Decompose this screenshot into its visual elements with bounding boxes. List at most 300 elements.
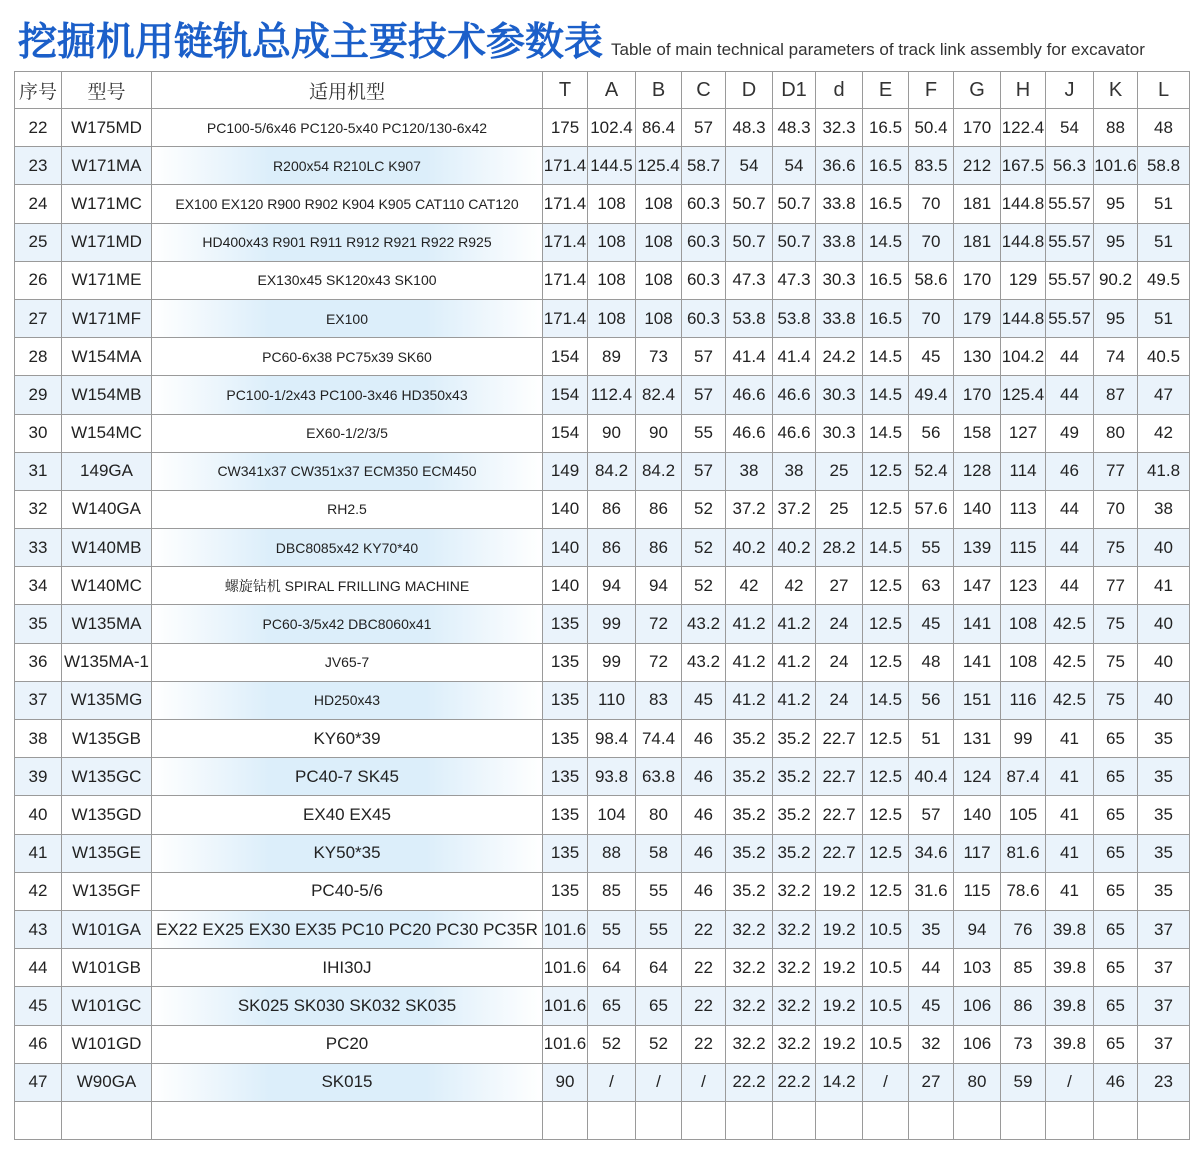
model-cell: W101GA (62, 910, 152, 948)
parameter-cell: 39.8 (1046, 910, 1094, 948)
parameter-cell: 55 (636, 910, 682, 948)
applicable-machine-cell: PC20 (152, 1025, 543, 1063)
parameter-cell: 48 (1138, 109, 1190, 147)
parameter-cell: 12.5 (863, 872, 909, 910)
parameter-cell: 74.4 (636, 720, 682, 758)
parameter-cell: 32.2 (773, 872, 816, 910)
row-number-cell: 28 (15, 338, 62, 376)
parameter-cell: 35.2 (726, 796, 773, 834)
parameter-cell: 101.6 (1094, 147, 1138, 185)
parameter-cell: 47.3 (726, 261, 773, 299)
parameter-cell: 35 (1138, 796, 1190, 834)
parameter-cell: 58.7 (682, 147, 726, 185)
parameter-cell: 32.3 (816, 109, 863, 147)
parameter-cell: 83 (636, 681, 682, 719)
model-cell: W101GD (62, 1025, 152, 1063)
parameter-cell: 65 (1094, 720, 1138, 758)
parameter-cell: 86 (588, 490, 636, 528)
row-number-cell: 22 (15, 109, 62, 147)
parameter-cell: 44 (909, 949, 954, 987)
parameter-cell: 57.6 (909, 490, 954, 528)
parameter-cell: 22.2 (726, 1063, 773, 1101)
parameter-cell: 40 (1138, 643, 1190, 681)
parameter-cell: 117 (954, 834, 1001, 872)
parameter-cell: 135 (543, 796, 588, 834)
parameter-cell: 35.2 (773, 834, 816, 872)
parameter-cell: 56.3 (1046, 147, 1094, 185)
parameter-cell: 128 (954, 452, 1001, 490)
parameter-cell: 70 (909, 299, 954, 337)
parameter-cell: 90 (636, 414, 682, 452)
parameter-cell: 22.7 (816, 758, 863, 796)
parameter-cell: 50.7 (726, 223, 773, 261)
parameter-cell: 38 (726, 452, 773, 490)
table-row (15, 872, 1190, 910)
parameter-cell: 135 (543, 720, 588, 758)
applicable-machine-cell: SK015 (152, 1063, 543, 1101)
parameter-cell: 24.2 (816, 338, 863, 376)
applicable-machine-cell: RH2.5 (152, 490, 543, 528)
parameter-cell: 64 (588, 949, 636, 987)
applicable-machine-cell: EX100 EX120 R900 R902 K904 K905 CAT110 CAT120 (152, 185, 543, 223)
parameter-cell: 45 (909, 605, 954, 643)
parameter-cell: 32 (909, 1025, 954, 1063)
parameter-cell: 58.8 (1138, 147, 1190, 185)
parameter-cell: 60.3 (682, 261, 726, 299)
parameter-cell: 60.3 (682, 223, 726, 261)
parameter-cell: 108 (588, 299, 636, 337)
parameter-cell: 14.5 (863, 414, 909, 452)
parameter-cell: 135 (543, 643, 588, 681)
parameter-cell: 35.2 (773, 720, 816, 758)
applicable-machine-cell: PC100-5/6x46 PC120-5x40 PC120/130-6x42 (152, 109, 543, 147)
parameter-cell: 171.4 (543, 261, 588, 299)
parameter-cell: 46.6 (773, 376, 816, 414)
table-row (15, 338, 1190, 376)
parameter-cell: 37 (1138, 910, 1190, 948)
row-number-cell: 44 (15, 949, 62, 987)
parameter-cell: 104.2 (1001, 338, 1046, 376)
model-cell: W171MF (62, 299, 152, 337)
parameter-cell: 108 (636, 223, 682, 261)
parameter-cell: 123 (1001, 567, 1046, 605)
table-row (15, 452, 1190, 490)
row-number-cell: 46 (15, 1025, 62, 1063)
parameter-cell: 41 (1046, 720, 1094, 758)
parameter-cell: 154 (543, 338, 588, 376)
parameter-cell: 51 (1138, 299, 1190, 337)
parameter-cell: 31.6 (909, 872, 954, 910)
table-row (15, 1101, 1190, 1139)
parameter-cell: 99 (588, 605, 636, 643)
parameter-cell: 32.2 (726, 949, 773, 987)
parameter-cell (682, 1101, 726, 1139)
parameter-cell: 63.8 (636, 758, 682, 796)
parameter-cell: 77 (1094, 452, 1138, 490)
parameter-cell: 40.5 (1138, 338, 1190, 376)
parameter-cell: 33.8 (816, 185, 863, 223)
parameter-cell: 49.5 (1138, 261, 1190, 299)
parameter-cell: 108 (1001, 643, 1046, 681)
parameter-cell (816, 1101, 863, 1139)
parameter-cell: 38 (1138, 490, 1190, 528)
parameter-cell (588, 1101, 636, 1139)
parameter-cell: 22 (682, 949, 726, 987)
row-number-cell: 35 (15, 605, 62, 643)
parameter-cell: 46 (1094, 1063, 1138, 1101)
parameter-cell: 94 (636, 567, 682, 605)
parameter-cell: 87 (1094, 376, 1138, 414)
parameter-cell: 57 (682, 338, 726, 376)
parameter-cell: 19.2 (816, 987, 863, 1025)
table-row (15, 796, 1190, 834)
header-cell: B (636, 72, 682, 109)
parameter-cell: 37 (1138, 987, 1190, 1025)
parameter-cell: / (588, 1063, 636, 1101)
parameter-cell: 24 (816, 605, 863, 643)
parameter-cell: 70 (909, 223, 954, 261)
parameter-cell: 140 (543, 529, 588, 567)
parameter-cell: 46.6 (726, 414, 773, 452)
parameter-cell: 108 (636, 299, 682, 337)
table-row (15, 414, 1190, 452)
parameter-cell: 106 (954, 987, 1001, 1025)
parameter-cell: 46 (1046, 452, 1094, 490)
table-row (15, 223, 1190, 261)
applicable-machine-cell: PC40-5/6 (152, 872, 543, 910)
table-row (15, 567, 1190, 605)
applicable-machine-cell: CW341x37 CW351x37 ECM350 ECM450 (152, 452, 543, 490)
parameter-cell: 99 (1001, 720, 1046, 758)
parameter-cell: 41 (1046, 758, 1094, 796)
applicable-machine-cell: EX22 EX25 EX30 EX35 PC10 PC20 PC30 PC35R (152, 910, 543, 948)
parameter-cell: 84.2 (636, 452, 682, 490)
parameter-cell: 24 (816, 643, 863, 681)
parameter-cell: 10.5 (863, 987, 909, 1025)
parameter-cell: 135 (543, 872, 588, 910)
row-number-cell: 43 (15, 910, 62, 948)
parameter-cell: 35.2 (726, 834, 773, 872)
parameter-cell: 40.2 (773, 529, 816, 567)
table-header-row (15, 72, 1190, 109)
parameter-cell: 73 (1001, 1025, 1046, 1063)
parameter-cell: 37.2 (726, 490, 773, 528)
parameter-cell: 40.2 (726, 529, 773, 567)
model-cell: W171MC (62, 185, 152, 223)
parameter-cell: 144.8 (1001, 185, 1046, 223)
parameter-cell: 60.3 (682, 185, 726, 223)
parameter-cell: 65 (1094, 1025, 1138, 1063)
parameter-cell: 76 (1001, 910, 1046, 948)
parameter-cell: 139 (954, 529, 1001, 567)
table-row (15, 490, 1190, 528)
parameter-cell: 14.5 (863, 223, 909, 261)
parameter-cell: 122.4 (1001, 109, 1046, 147)
model-cell: W140GA (62, 490, 152, 528)
applicable-machine-cell: KY60*39 (152, 720, 543, 758)
parameter-cell: 54 (1046, 109, 1094, 147)
parameter-cell: 14.5 (863, 338, 909, 376)
parameter-cell: 140 (543, 490, 588, 528)
parameter-cell: 108 (588, 185, 636, 223)
parameter-cell: 25 (816, 452, 863, 490)
parameter-cell: 37 (1138, 1025, 1190, 1063)
parameter-cell: 44 (1046, 376, 1094, 414)
table-row (15, 681, 1190, 719)
parameter-cell: 41.2 (773, 605, 816, 643)
header-cell: T (543, 72, 588, 109)
parameter-cell: 46.6 (773, 414, 816, 452)
model-cell: W90GA (62, 1063, 152, 1101)
parameter-cell: 52 (636, 1025, 682, 1063)
parameter-cell: 58.6 (909, 261, 954, 299)
parameter-cell: 49.4 (909, 376, 954, 414)
parameter-cell: 55 (909, 529, 954, 567)
parameter-cell: 16.5 (863, 261, 909, 299)
parameter-cell: 42.5 (1046, 605, 1094, 643)
header-cell: 适用机型 (152, 72, 543, 109)
parameter-cell: 32.2 (773, 987, 816, 1025)
parameter-cell: 35 (1138, 834, 1190, 872)
header-cell: L (1138, 72, 1190, 109)
parameter-cell: 135 (543, 758, 588, 796)
row-number-cell: 29 (15, 376, 62, 414)
parameter-cell: 73 (636, 338, 682, 376)
parameter-cell: 108 (1001, 605, 1046, 643)
parameter-cell: 106 (954, 1025, 1001, 1063)
parameter-cell: 72 (636, 605, 682, 643)
parameter-cell: 104 (588, 796, 636, 834)
parameter-cell: 22 (682, 910, 726, 948)
table-row (15, 1063, 1190, 1101)
parameter-cell: 46 (682, 834, 726, 872)
row-number-cell: 36 (15, 643, 62, 681)
parameter-cell: 89 (588, 338, 636, 376)
parameter-cell: 112.4 (588, 376, 636, 414)
parameter-cell: 212 (954, 147, 1001, 185)
parameter-cell: 44 (1046, 338, 1094, 376)
parameter-cell: 12.5 (863, 720, 909, 758)
parameter-cell: / (863, 1063, 909, 1101)
parameter-cell (954, 1101, 1001, 1139)
parameter-cell: 22.2 (773, 1063, 816, 1101)
parameter-cell: 41.2 (773, 681, 816, 719)
parameter-cell: 12.5 (863, 796, 909, 834)
parameter-cell (863, 1101, 909, 1139)
parameter-cell: 16.5 (863, 299, 909, 337)
parameter-cell: 108 (588, 261, 636, 299)
parameter-cell: 75 (1094, 605, 1138, 643)
parameter-cell: 55 (636, 872, 682, 910)
parameter-cell: 51 (909, 720, 954, 758)
model-cell: W135GB (62, 720, 152, 758)
parameter-cell: 70 (909, 185, 954, 223)
header-cell: A (588, 72, 636, 109)
parameter-cell: 114 (1001, 452, 1046, 490)
model-cell: W135MG (62, 681, 152, 719)
parameter-cell: 55.57 (1046, 261, 1094, 299)
parameter-cell: 55.57 (1046, 185, 1094, 223)
parameter-cell: 77 (1094, 567, 1138, 605)
parameter-cell: 70 (1094, 490, 1138, 528)
parameter-cell: 102.4 (588, 109, 636, 147)
row-number-cell: 34 (15, 567, 62, 605)
parameter-cell: 171.4 (543, 299, 588, 337)
parameter-cell: 38 (773, 452, 816, 490)
parameter-cell: 175 (543, 109, 588, 147)
title-bar (18, 6, 1145, 68)
header-cell: H (1001, 72, 1046, 109)
parameter-cell: 65 (1094, 910, 1138, 948)
parameter-cell: 41.2 (726, 643, 773, 681)
parameter-cell: 30.3 (816, 414, 863, 452)
parameter-cell: 52 (588, 1025, 636, 1063)
parameter-cell: 135 (543, 834, 588, 872)
parameter-cell: 98.4 (588, 720, 636, 758)
table-body (15, 109, 1190, 1140)
parameter-cell: 41.2 (726, 681, 773, 719)
parameter-cell: 154 (543, 414, 588, 452)
model-cell (62, 1101, 152, 1139)
parameter-cell: 14.5 (863, 376, 909, 414)
applicable-machine-cell (152, 1101, 543, 1139)
row-number-cell: 42 (15, 872, 62, 910)
parameter-cell: 56 (909, 681, 954, 719)
parameter-cell: 50.4 (909, 109, 954, 147)
table-row (15, 758, 1190, 796)
parameter-cell: 19.2 (816, 910, 863, 948)
header-cell: K (1094, 72, 1138, 109)
parameter-cell: 14.2 (816, 1063, 863, 1101)
parameter-cell: 41 (1046, 796, 1094, 834)
parameter-cell: 33.8 (816, 223, 863, 261)
parameter-cell: 41 (1138, 567, 1190, 605)
parameter-cell: 65 (1094, 758, 1138, 796)
parameter-cell: 124 (954, 758, 1001, 796)
parameter-cell: 83.5 (909, 147, 954, 185)
parameter-cell: 12.5 (863, 605, 909, 643)
parameter-cell: 170 (954, 109, 1001, 147)
parameter-cell: 12.5 (863, 758, 909, 796)
parameter-cell: 125.4 (1001, 376, 1046, 414)
parameter-cell: 130 (954, 338, 1001, 376)
parameter-cell: 32.2 (726, 987, 773, 1025)
model-cell: W135MA (62, 605, 152, 643)
table-row (15, 109, 1190, 147)
parameter-cell: 80 (954, 1063, 1001, 1101)
parameter-cell: 90 (543, 1063, 588, 1101)
parameter-cell: 42 (773, 567, 816, 605)
parameter-cell: 22.7 (816, 796, 863, 834)
parameter-cell: 27 (909, 1063, 954, 1101)
parameter-cell: 54 (726, 147, 773, 185)
row-number-cell: 39 (15, 758, 62, 796)
parameter-cell: 135 (543, 605, 588, 643)
row-number-cell: 26 (15, 261, 62, 299)
applicable-machine-cell: EX130x45 SK120x43 SK100 (152, 261, 543, 299)
parameter-cell: 64 (636, 949, 682, 987)
parameter-cell: 10.5 (863, 910, 909, 948)
parameter-cell: 34.6 (909, 834, 954, 872)
parameter-cell: 35.2 (773, 758, 816, 796)
parameter-cell: 115 (1001, 529, 1046, 567)
parameter-cell: 44 (1046, 490, 1094, 528)
parameter-cell (1138, 1101, 1190, 1139)
parameter-cell: 171.4 (543, 185, 588, 223)
parameter-cell: 108 (636, 261, 682, 299)
parameter-cell: 39.8 (1046, 987, 1094, 1025)
parameter-cell: 86 (588, 529, 636, 567)
parameter-cell: 45 (682, 681, 726, 719)
parameter-cell: 32.2 (726, 910, 773, 948)
parameter-cell: 171.4 (543, 147, 588, 185)
model-cell: W171MD (62, 223, 152, 261)
page-title: 挖掘机用链轨总成主要技术参数表 (18, 20, 604, 65)
parameter-cell: 101.6 (543, 987, 588, 1025)
parameter-cell: 140 (954, 796, 1001, 834)
parameter-cell: 33.8 (816, 299, 863, 337)
applicable-machine-cell: R200x54 R210LC K907 (152, 147, 543, 185)
model-cell: W135MA-1 (62, 643, 152, 681)
parameter-cell: 55 (588, 910, 636, 948)
parameter-cell: 65 (1094, 872, 1138, 910)
parameter-cell: 53.8 (726, 299, 773, 337)
parameter-cell: 46 (682, 872, 726, 910)
parameter-cell: 47.3 (773, 261, 816, 299)
parameter-cell: 88 (588, 834, 636, 872)
parameter-cell (1046, 1101, 1094, 1139)
header-cell: D1 (773, 72, 816, 109)
parameter-cell: 170 (954, 376, 1001, 414)
parameter-cell: 158 (954, 414, 1001, 452)
model-cell: W101GC (62, 987, 152, 1025)
parameter-cell: 32.2 (773, 1025, 816, 1063)
parameter-cell: 94 (588, 567, 636, 605)
parameter-cell: 108 (636, 185, 682, 223)
header-cell: D (726, 72, 773, 109)
parameter-cell: 55.57 (1046, 223, 1094, 261)
parameter-cell: 27 (816, 567, 863, 605)
row-number-cell: 40 (15, 796, 62, 834)
parameter-cell: 131 (954, 720, 1001, 758)
header-cell: 序号 (15, 72, 62, 109)
parameter-cell: 75 (1094, 529, 1138, 567)
model-cell: W101GB (62, 949, 152, 987)
header-cell: d (816, 72, 863, 109)
parameter-cell: 41.4 (773, 338, 816, 376)
parameter-cell: 24 (816, 681, 863, 719)
parameter-cell: 14.5 (863, 681, 909, 719)
parameter-cell: 52 (682, 529, 726, 567)
parameter-cell: 41.2 (726, 605, 773, 643)
parameter-cell: 60.3 (682, 299, 726, 337)
parameter-cell: 113 (1001, 490, 1046, 528)
parameter-cell: 147 (954, 567, 1001, 605)
parameter-cell: 42 (1138, 414, 1190, 452)
parameter-cell: 72 (636, 643, 682, 681)
parameter-cell: 35 (1138, 872, 1190, 910)
parameter-cell: 32.2 (726, 1025, 773, 1063)
parameter-cell: 75 (1094, 681, 1138, 719)
parameter-cell: 30.3 (816, 376, 863, 414)
parameter-cell: 12.5 (863, 567, 909, 605)
applicable-machine-cell: PC40-7 SK45 (152, 758, 543, 796)
parameter-cell: 12.5 (863, 452, 909, 490)
model-cell: W135GC (62, 758, 152, 796)
applicable-machine-cell: EX40 EX45 (152, 796, 543, 834)
parameter-cell (636, 1101, 682, 1139)
parameter-cell: 170 (954, 261, 1001, 299)
